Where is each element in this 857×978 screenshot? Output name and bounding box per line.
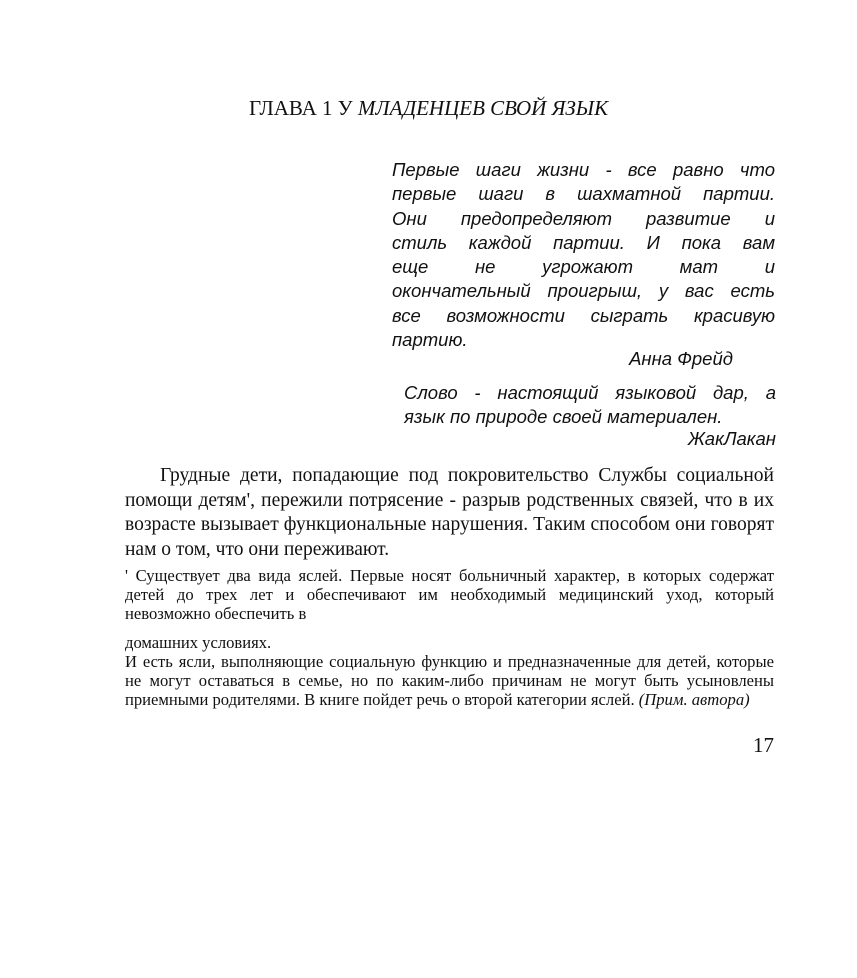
main-text [125, 464, 774, 562]
chapter-prefix: ГЛАВА 1 У [248, 96, 358, 120]
epigraph-line: партию. [392, 329, 468, 351]
epigraph-line: Первые шаги жизни - все равно что [392, 159, 775, 180]
epigraph-line: окончательный проигрыш, у вас есть [392, 280, 775, 302]
chapter-title: МЛАДЕНЦЕВ СВОЙ ЯЗЫК [357, 96, 609, 120]
epigraph-line: язык по природе своей материален. [404, 406, 723, 428]
footnote-line: домашних условиях. [125, 633, 272, 652]
epigraph-author-lacan: ЖакЛакан [687, 428, 776, 449]
footnote-part-1: ' Существует два вида яслей. Первые носят больничный характер, в которых содержат детей до трех лет и обеспечивают им необходимый медицинский уход, который невозможно обеспечить в [125, 566, 774, 623]
epigraph-lacan [404, 381, 776, 430]
footnote-part-2 [125, 633, 774, 709]
body-paragraph: Грудные дети, попадающие под покровительство Службы социальной помощи детям', пережили потрясение - разрыв родственных связей, что в их возрасте вызывает функциональные нарушения. Таким способом они говорят нам о том, что они переживают. [125, 465, 774, 560]
epigraph-line: еще не угрожают мат и [392, 256, 775, 278]
epigraph-line: все возможности сыграть красивую [392, 304, 775, 326]
epigraph-line: стиль каждой партии. И пока вам [392, 231, 775, 253]
page-number: 17 [753, 733, 774, 757]
footnote-text: И есть ясли, выполняющие социальную функцию и предназначенные для детей, которые не могут оставаться в семье, но по каким-либо причинам не могут быть усыновлены приемными родителями. В книге пойдет речь о второй категории яслей. [125, 652, 774, 709]
author-note: (Прим. автора) [638, 690, 750, 709]
epigraph-line: первые шаги в шахматной партии. [392, 183, 775, 205]
epigraph-line: Слово - настоящий языковой дар, а [404, 382, 776, 403]
chapter-heading [0, 96, 857, 121]
epigraph-author-freud: Анна Фрейд [629, 348, 733, 369]
footnote-paragraph [125, 652, 774, 709]
epigraph-line: Они предопределяют развитие и [392, 207, 775, 229]
epigraph-freud [392, 158, 775, 352]
